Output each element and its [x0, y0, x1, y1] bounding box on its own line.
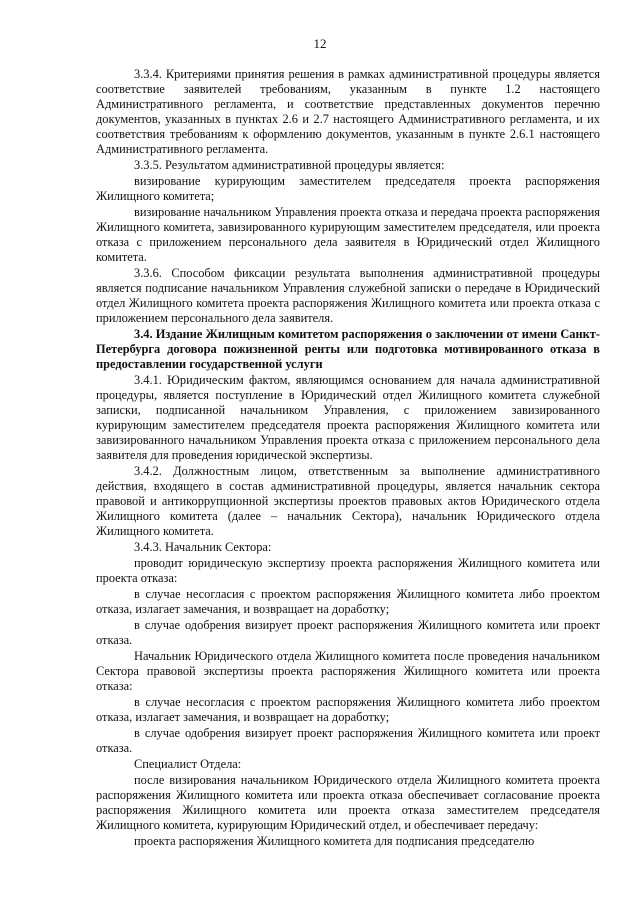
- document-body: [96, 67, 600, 850]
- paragraph-legal-disagree: в случае несогласия с проектом распоряжения Жилищного комитета либо проектом отказа, излагает замечания, и возвращает на доработку;: [96, 695, 600, 724]
- paragraph-specialist: Специалист Отдела:: [134, 757, 242, 771]
- paragraph-3-4-2: 3.4.2. Должностным лицом, ответственным за выполнение административного действия, входящего в состав административной процедуры, является начальник сектора правовой и антикоррупционной экспертизы проектов правовых актов Юридического отдела Жилищного комитета (далее – начальник Сектора), начальник Юридического отдела Жилищного комитета.: [96, 464, 600, 538]
- section-heading-3-4: 3.4. Издание Жилищным комитетом распоряжения о заключении от имени Санкт-Петербурга договора пожизненной ренты или подготовка мотивированного отказа в предоставлении государственной услуги: [96, 327, 600, 371]
- paragraph-3-3-6: 3.3.6. Способом фиксации результата выполнения административной процедуры является подписание начальником Управления служебной записки о передаче в Юридический отдел Жилищного комитета проекта распоряжения Жилищного комитета или проекта отказа с приложением персонального дела заявителя.: [96, 266, 600, 325]
- paragraph-specialist-after: после визирования начальником Юридического отдела Жилищного комитета проекта распоряжения Жилищного комитета или проекта отказа обеспечивает согласование проекта распоряжения Жилищного комитета или проекта отказа заместителем председателя Жилищного комитета, курирующим Юридический отдел, и обеспечивает передачу:: [96, 773, 600, 832]
- paragraph-result-item-1: визирование курирующим заместителем председателя проекта распоряжения Жилищного комитета;: [96, 174, 600, 203]
- paragraph-sector-review: проводит юридическую экспертизу проекта распоряжения Жилищного комитета или проекта отказа:: [96, 556, 600, 585]
- paragraph-sector-approve: в случае одобрения визирует проект распоряжения Жилищного комитета или проект отказа.: [96, 618, 600, 647]
- paragraph-result-item-2: визирование начальником Управления проекта отказа и передача проекта распоряжения Жилищного комитета, завизированного курирующим заместителем председателя, или проекта отказа с приложением персонального дела заявителя в Юридический отдел Жилищного комитета.: [96, 205, 600, 264]
- paragraph-legal-head: Начальник Юридического отдела Жилищного комитета после проведения начальником Сектора правовой экспертизы проекта распоряжения Жилищного комитета или проекта отказа:: [96, 649, 600, 693]
- paragraph-3-4-3: 3.4.3. Начальник Сектора:: [134, 540, 272, 554]
- paragraph-legal-approve: в случае одобрения визирует проект распоряжения Жилищного комитета или проект отказа.: [96, 726, 600, 755]
- paragraph-sector-disagree: в случае несогласия с проектом распоряжения Жилищного комитета либо проектом отказа, излагает замечания, и возвращает на доработку;: [96, 587, 600, 616]
- paragraph-3-3-4: 3.3.4. Критериями принятия решения в рамках административной процедуры является соответствие заявителей требованиям, указанным в пункте 1.2 настоящего Административного регламента, и соответствие представленных документов перечню документов, указанных в пунктах 2.6 и 2.7 настоящего Административного регламента, и их соответствия требованиям к оформлению документов, указанным в пункте 2.6.1 настоящего Административного регламента.: [96, 67, 600, 156]
- paragraph-3-3-5: 3.3.5. Результатом административной процедуры является:: [134, 158, 445, 172]
- paragraph-3-4-1: 3.4.1. Юридическим фактом, являющимся основанием для начала административной процедуры, является поступление в Юридический отдел Жилищного комитета служебной записки, подписанной начальником Управления, с приложением завизированного курирующим заместителем председателя проекта распоряжения Жилищного комитета или завизированного начальником Управления проекта отказа с приложением персонального дела заявителя для проведения юридической экспертизы.: [96, 373, 600, 462]
- paragraph-specialist-transfer: проекта распоряжения Жилищного комитета для подписания председателю: [134, 834, 535, 848]
- page-number: 12: [313, 36, 327, 51]
